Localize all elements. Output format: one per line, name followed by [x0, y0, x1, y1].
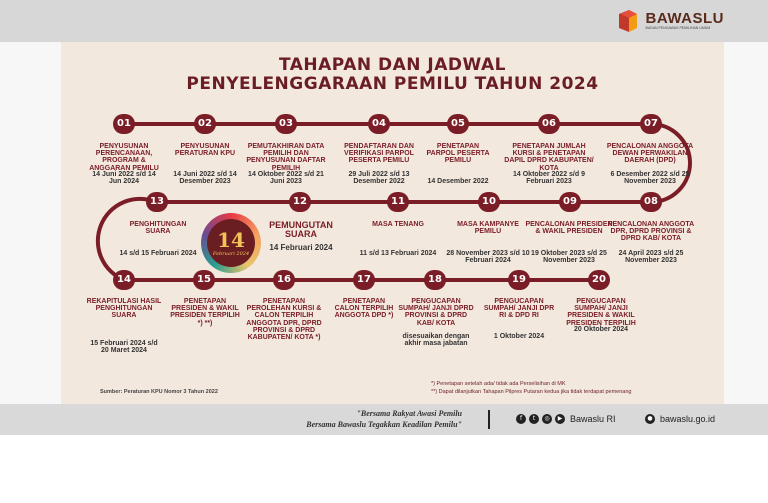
stage-date-06: 14 Oktober 2022 s/d 9 Februari 2023: [513, 171, 585, 186]
brand-tagline: BADAN PENGAWAS PEMILIHAN UMUM: [645, 26, 711, 30]
stage-node-14: 14: [113, 270, 135, 290]
stage-label-17: PENETAPAN CALON TERPILIH ANGGOTA DPD *): [334, 298, 394, 320]
footer-quote-line2: Bersama Bawaslu Tegakkan Keadilan Pemilu": [306, 420, 462, 429]
stage-label-16: PENETAPAN PEROLEHAN KURSI & CALON TERPILIH ANGGOTA DPR, DPRD PROVINSI & DPRD KABUPATEN/ KOTA *): [246, 298, 322, 342]
stage-label-12: PEMUNGUTAN SUARA: [269, 220, 333, 239]
election-day-badge: [201, 213, 261, 273]
stage-node-12: 12: [289, 192, 311, 212]
footnote-2: **) Dapat dilanjutkan Tahapan Pilpres Putaran kedua jika tidak terdapat pemenang: [431, 389, 632, 395]
stage-node-10: 10: [478, 192, 500, 212]
social-links: [516, 414, 616, 424]
stage-label-10: MASA KAMPANYE PEMILU: [457, 221, 519, 236]
stage-node-03: 03: [275, 114, 297, 134]
stage-node-20: 20: [588, 270, 610, 290]
stage-label-02: PENYUSUNAN PERATURAN KPU: [174, 143, 236, 158]
stage-date-02: 14 Juni 2022 s/d 14 Desember 2023: [173, 171, 237, 186]
stage-date-13: 14 s/d 15 Februari 2024: [119, 250, 197, 257]
stage-date-11: 11 s/d 13 Februari 2024: [359, 250, 437, 257]
stage-date-08: 24 April 2023 s/d 25 November 2023: [618, 250, 684, 265]
instagram-icon[interactable]: ◎: [542, 414, 552, 424]
footnote-1: *) Penetapan setelah ada/ tidak ada Perselisihan di MK: [431, 381, 566, 387]
stage-node-01: 01: [113, 114, 135, 134]
stage-label-19: PENGUCAPAN SUMPAH/ JANJI DPR RI & DPD RI: [483, 298, 555, 320]
stage-date-05: 14 Desember 2022: [427, 178, 489, 185]
youtube-icon[interactable]: ▶: [555, 414, 565, 424]
badge-caption: Februari 2024: [212, 251, 250, 257]
stage-node-09: 09: [559, 192, 581, 212]
stage-node-05: 05: [447, 114, 469, 134]
stage-node-07: 07: [640, 114, 662, 134]
stage-date-12: 14 Februari 2024: [269, 243, 333, 252]
poster-title-line2: PENYELENGGARAAN PEMILU TAHUN 2024: [186, 74, 599, 94]
stage-label-06: PENETAPAN JUMLAH KURSI & PENETAPAN DAPIL DPRD KABUPATEN/ KOTA: [504, 143, 594, 172]
facebook-icon[interactable]: f: [516, 414, 526, 424]
stage-label-01: PENYUSUNAN PERENCANAAN, PROGRAM & ANGGARAN PEMILU: [89, 143, 159, 172]
stage-date-09: 19 Oktober 2023 s/d 25 November 2023: [531, 250, 607, 265]
stage-date-19: 1 Oktober 2024: [493, 333, 545, 340]
stage-node-19: 19: [508, 270, 530, 290]
stage-date-20: 20 Oktober 2024: [573, 326, 629, 333]
stage-date-04: 29 Juli 2022 s/d 13 Desember 2022: [348, 171, 410, 186]
stage-node-15: 15: [193, 270, 215, 290]
stage-node-17: 17: [353, 270, 375, 290]
stage-label-15: PENETAPAN PRESIDEN & WAKIL PRESIDEN TERPILIH *) **): [170, 298, 240, 327]
social-handle[interactable]: Bawaslu RI: [570, 414, 616, 424]
stage-node-13: 13: [146, 192, 168, 212]
stage-date-14: 15 Februari 2024 s/d 20 Maret 2024: [90, 340, 158, 355]
footer-quote-line1: "Bersama Rakyat Awasi Pemilu: [356, 409, 462, 418]
stage-label-18: PENGUCAPAN SUMPAH/ JANJI DPRD PROVINSI & DPRD KAB/ KOTA: [398, 298, 474, 327]
stage-node-04: 04: [368, 114, 390, 134]
website-link[interactable]: [645, 414, 715, 424]
stage-label-09: PENCALONAN PRESIDEN & WAKIL PRESIDEN: [525, 221, 613, 236]
website-url[interactable]: bawaslu.go.id: [660, 414, 716, 424]
poster-title-line1: TAHAPAN DAN JADWAL: [278, 55, 506, 75]
stage-node-06: 06: [538, 114, 560, 134]
stage-date-07: 6 Desember 2022 s/d 25 November 2023: [610, 171, 690, 186]
stage-label-20: PENGUCAPAN SUMPAH/ JANJI PRESIDEN & WAKIL PRESIDEN TERPILIH: [566, 298, 636, 327]
stage-node-02: 02: [194, 114, 216, 134]
stage-label-07: PENCALONAN ANGGOTA DEWAN PERWAKILAN DAERAH (DPD): [606, 143, 694, 165]
stage-label-08: PENCALONAN ANGGOTA DPR, DPRD PROVINSI & DPRD KAB/ KOTA: [607, 221, 695, 243]
badge-number: 14: [217, 228, 245, 252]
stage-date-18: disesuaikan dengan akhir masa jabatan: [402, 333, 470, 348]
stage-node-11: 11: [387, 192, 409, 212]
globe-icon: ●: [645, 414, 655, 424]
source-note: Sumber: Peraturan KPU Nomor 3 Tahun 2022: [100, 389, 218, 395]
stage-label-11: MASA TENANG: [372, 221, 424, 228]
stage-label-05: PENETAPAN PARPOL PESERTA PEMILU: [426, 143, 490, 165]
stage-date-03: 14 Oktober 2022 s/d 21 Juni 2023: [248, 171, 324, 186]
stage-label-04: PENDAFTARAN DAN VERIFIKASI PARPOL PESERTA PEMILU: [344, 143, 414, 165]
brand-name: BAWASLU: [645, 10, 724, 27]
stage-date-01: 14 Juni 2022 s/d 14 Jun 2024: [92, 171, 156, 186]
stage-node-16: 16: [273, 270, 295, 290]
stage-label-14: REKAPITULASI HASIL PENGHITUNGAN SUARA: [86, 298, 162, 320]
footer-divider: [488, 410, 490, 429]
stage-date-10: 28 November 2023 s/d 10 Februari 2024: [446, 250, 530, 265]
stage-node-18: 18: [424, 270, 446, 290]
stage-node-08: 08: [640, 192, 662, 212]
stage-label-03: PEMUTAKHIRAN DATA PEMILIH DAN PENYUSUNAN DAFTAR PEMILIH: [246, 143, 326, 172]
twitter-icon[interactable]: t: [529, 414, 539, 424]
stage-label-13: PENGHITUNGAN SUARA: [129, 221, 187, 236]
